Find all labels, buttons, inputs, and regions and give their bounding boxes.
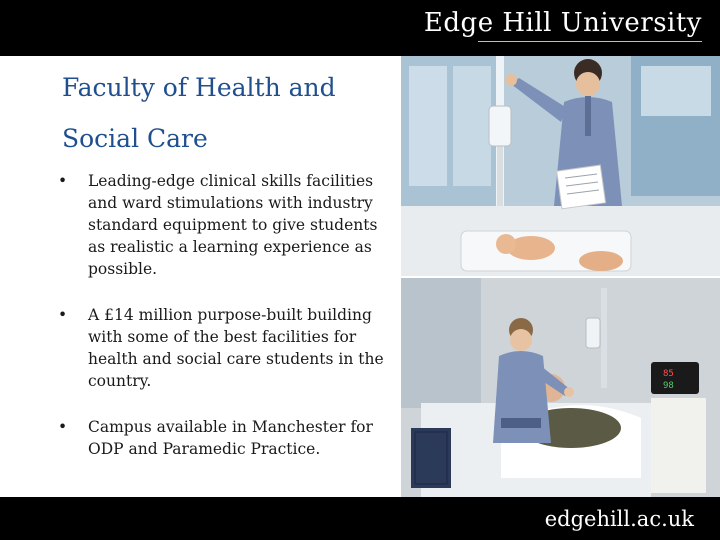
bullet-item: [56, 416, 386, 460]
clinical-ward-illustration: [401, 56, 720, 276]
photo-patient-simulation: [401, 278, 720, 497]
bullet-item: [56, 170, 386, 280]
website-url[interactable]: edgehill.ac.uk: [544, 507, 694, 531]
photo-clinical-skills-ward: [401, 56, 720, 276]
patient-simulation-illustration: [401, 278, 720, 497]
bullet-point-icon: •: [58, 172, 68, 190]
monitor-reading-1: 85: [663, 369, 674, 379]
bullet-text: Campus available in Manchester for ODP and Paramedic Practice.: [88, 418, 373, 458]
bullet-point-icon: •: [58, 418, 68, 436]
bullet-text: A £14 million purpose-built building with some of the best facilities for health and social care students in the country.: [88, 306, 384, 390]
bullet-list: [56, 170, 386, 484]
bullet-text: Leading-edge clinical skills facilities and ward stimulations with industry standard equipment to give students as realistic a learning experience as possible.: [88, 172, 378, 278]
university-logo-text: Edge Hill University: [423, 8, 702, 38]
slide-title: Faculty of Health and Social Care: [62, 73, 336, 153]
monitor-reading-2: 98: [663, 381, 674, 391]
bullet-item: [56, 304, 386, 392]
logo-underline: [478, 41, 702, 42]
bullet-point-icon: •: [58, 306, 68, 324]
header-bar: [0, 0, 720, 56]
